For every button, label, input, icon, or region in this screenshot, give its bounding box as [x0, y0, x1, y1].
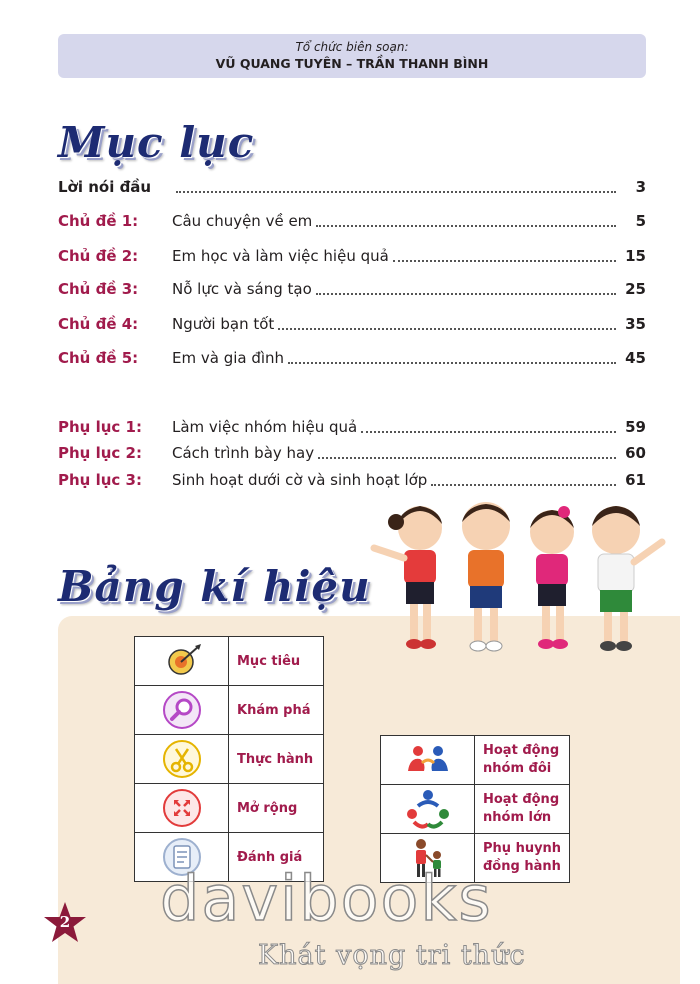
authors-names: VŨ QUANG TUYÊN – TRẦN THANH BÌNH: [215, 56, 489, 71]
watermark-slogan: Khát vọng tri thức: [258, 940, 526, 971]
symbol-row: [381, 736, 570, 785]
toc-dot-leader: [316, 283, 616, 295]
toc-entry-text: Sinh hoạt dưới cờ và sinh hoạt lớp: [172, 471, 428, 489]
toc-entry-chu-de-3[interactable]: [58, 276, 646, 302]
symbol-name-line2: đồng hành: [483, 859, 561, 874]
toc-dot-leader: [393, 250, 616, 262]
scissors-icon: [162, 739, 202, 779]
toc-entry-label: Chủ đề 1:: [58, 212, 139, 230]
toc-entry-text: Câu chuyện về em: [172, 212, 313, 230]
symbol-name-line1: Hoạt động: [483, 792, 560, 807]
symbol-name-line1: Phụ huynh: [483, 841, 562, 856]
toc-dot-leader: [318, 447, 616, 459]
toc-entry-text: Nỗ lực và sáng tạo: [172, 280, 312, 298]
page-number-badge: [42, 900, 88, 946]
toc-entry-text: Người bạn tốt: [172, 315, 275, 333]
toc-dot-leader: [431, 474, 616, 486]
toc-entry-page: 59: [625, 418, 646, 436]
symbol-row: [135, 637, 324, 686]
toc-entry-chu-de-4[interactable]: [58, 311, 646, 337]
symbol-row: [135, 686, 324, 735]
symbol-row: [135, 735, 324, 784]
toc-entry-chu-de-2[interactable]: [58, 243, 646, 269]
target-icon: [159, 642, 205, 680]
organizer-label: Tổ chức biên soạn:: [295, 40, 409, 54]
toc-dot-leader: [316, 215, 616, 227]
symbol-name: Đánh giá: [229, 833, 324, 882]
magnifier-icon: [162, 690, 202, 730]
symbols-title: Bảng kí hiệu: [58, 562, 371, 611]
toc-dot-leader: [288, 352, 616, 364]
symbol-name: Mục tiêu: [229, 637, 324, 686]
toc-entry-page: 61: [625, 471, 646, 489]
toc-entry-phu-luc-2[interactable]: [58, 440, 646, 466]
toc-entry-text: Em học và làm việc hiệu quả: [172, 247, 389, 265]
expand-arrows-icon: [162, 788, 202, 828]
authors-banner: [58, 34, 646, 78]
symbol-name-line2: nhóm đôi: [483, 761, 552, 776]
toc-entry-page: 45: [625, 349, 646, 367]
toc-entry-text: Cách trình bày hay: [172, 444, 315, 462]
toc-entry-text: Làm việc nhóm hiệu quả: [172, 418, 358, 436]
symbol-name-line1: Hoạt động: [483, 743, 560, 758]
toc-entry-page: 25: [625, 280, 646, 298]
toc-dot-leader: [278, 318, 616, 330]
symbols-table-left: [134, 636, 324, 882]
group-icon: [402, 788, 454, 830]
toc-entry-page: 35: [625, 315, 646, 333]
toc-entry-text: Em và gia đình: [172, 349, 285, 367]
toc-entry-label: Chủ đề 2:: [58, 247, 139, 265]
toc-dot-leader: [361, 421, 616, 433]
toc-entry-page: 5: [635, 212, 646, 230]
toc-entry-phu-luc-1[interactable]: [58, 414, 646, 440]
toc-entry-chu-de-5[interactable]: [58, 345, 646, 371]
toc-entry-page: 60: [625, 444, 646, 462]
toc-entry-label: Chủ đề 4:: [58, 315, 139, 333]
toc-entry-page: 15: [625, 247, 646, 265]
watermark-brand: davibooks: [160, 862, 493, 935]
toc-entry-label: Phụ lục 3:: [58, 471, 142, 489]
children-illustration: [368, 498, 678, 658]
toc-dot-leader: [176, 181, 616, 193]
toc-entry-phu-luc-3[interactable]: [58, 467, 646, 493]
symbol-row: [381, 785, 570, 834]
toc-entry-preface[interactable]: [58, 174, 646, 200]
symbol-name: Khám phá: [229, 686, 324, 735]
toc-entry-label: Phụ lục 1:: [58, 418, 142, 436]
pair-icon: [402, 741, 454, 779]
page-number: 2: [59, 913, 71, 931]
toc-entry-label: Chủ đề 3:: [58, 280, 139, 298]
symbol-name-line2: nhóm lớn: [483, 810, 552, 825]
symbols-table-right: [380, 735, 570, 883]
toc-entry-chu-de-1[interactable]: [58, 208, 646, 234]
symbol-row: [135, 784, 324, 833]
toc-entry-label: Phụ lục 2:: [58, 444, 142, 462]
toc-entry-page: 3: [635, 178, 646, 196]
toc-title: Mục lục: [58, 118, 255, 167]
toc-entry-label: Chủ đề 5:: [58, 349, 139, 367]
toc-entry-label: Lời nói đầu: [58, 178, 152, 196]
symbol-name: Mở rộng: [229, 784, 324, 833]
symbol-name: Thực hành: [229, 735, 324, 784]
